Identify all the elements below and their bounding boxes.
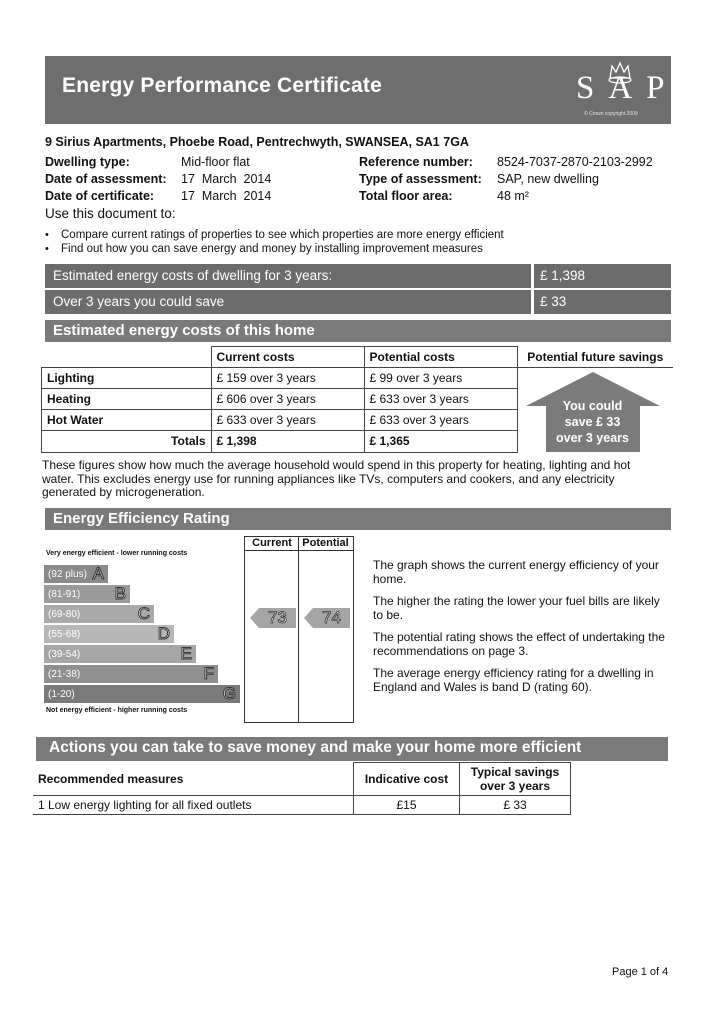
explanation-paragraph: The higher the rating the lower your fuel bills are likely to be. bbox=[373, 594, 660, 622]
table-cell: Heating bbox=[42, 389, 212, 410]
column-divider bbox=[298, 536, 299, 722]
table-header-row bbox=[42, 347, 674, 368]
efficiency-section-heading bbox=[45, 508, 671, 530]
savings-line: You could bbox=[562, 399, 623, 413]
rating-band-e bbox=[44, 645, 196, 663]
column-potential: Potential bbox=[302, 537, 349, 549]
detail-value: 17 March 2014 bbox=[181, 189, 272, 203]
potential-rating-value: 74 bbox=[322, 608, 341, 627]
band-letter: A bbox=[92, 564, 104, 583]
band-letter: B bbox=[114, 584, 126, 603]
page-title: Energy Performance Certificate bbox=[62, 74, 382, 97]
detail-row bbox=[359, 188, 669, 205]
table-header-row bbox=[33, 763, 571, 796]
detail-row bbox=[359, 154, 669, 171]
detail-value: SAP, new dwelling bbox=[497, 172, 599, 186]
table-header: Typical savings over 3 years bbox=[460, 763, 571, 796]
band-range: (69-80) bbox=[48, 609, 81, 620]
table-header: Potential future savings bbox=[517, 347, 673, 368]
table-cell: £ 633 over 3 years bbox=[364, 389, 517, 410]
current-rating-value: 73 bbox=[268, 608, 287, 627]
savings-cell bbox=[517, 368, 673, 453]
rating-band-a bbox=[44, 565, 108, 583]
table-header bbox=[42, 347, 212, 368]
actions-heading-text: Actions you can take to save money and make your home more efficient bbox=[49, 739, 582, 756]
table-cell: £15 bbox=[354, 795, 460, 814]
table-row bbox=[42, 368, 674, 389]
estimated-cost-label: Estimated energy costs of dwelling for 3 years: bbox=[53, 268, 333, 283]
savings-text bbox=[518, 398, 668, 446]
detail-label: Type of assessment: bbox=[359, 172, 482, 186]
rating-band-c bbox=[44, 605, 154, 623]
list-item: • Compare current ratings of properties to see which properties are more energy efficient bbox=[45, 228, 504, 242]
band-range: (39-54) bbox=[48, 649, 81, 660]
band-range: (92 plus) bbox=[48, 569, 87, 580]
detail-value: 8524-7037-2870-2103-2992 bbox=[497, 155, 653, 169]
property-address: 9 Sirius Apartments, Phoebe Road, Pentrechwyth, SWANSEA, SA1 7GA bbox=[45, 135, 469, 149]
band-range: (55-68) bbox=[48, 629, 81, 640]
detail-label: Total floor area: bbox=[359, 189, 453, 203]
estimated-cost-bar bbox=[45, 264, 531, 288]
band-letter: E bbox=[180, 644, 192, 663]
page-number: Page 1 of 4 bbox=[612, 966, 669, 978]
detail-value: Mid-floor flat bbox=[181, 155, 250, 169]
table-cell: £ 633 over 3 years bbox=[211, 410, 364, 431]
detail-label: Date of assessment: bbox=[45, 172, 167, 186]
detail-row bbox=[45, 188, 345, 205]
use-document-title: Use this document to: bbox=[45, 206, 176, 221]
band-letter: D bbox=[157, 624, 170, 643]
logo-copyright: © Crown copyright 2009 bbox=[584, 111, 638, 117]
save-value-box bbox=[534, 290, 671, 314]
table-cell: £ 1,398 bbox=[211, 431, 364, 452]
table-cell: £ 99 over 3 years bbox=[364, 368, 517, 389]
current-rating-arrow bbox=[250, 608, 296, 628]
detail-label: Date of certificate: bbox=[45, 189, 155, 203]
table-header: Potential costs bbox=[364, 347, 517, 368]
estimated-cost-value-box bbox=[534, 264, 671, 288]
detail-row bbox=[45, 171, 345, 188]
table-row bbox=[33, 795, 571, 814]
detail-value: 17 March 2014 bbox=[181, 172, 272, 186]
table-cell: £ 633 over 3 years bbox=[364, 410, 517, 431]
band-range: (21-38) bbox=[48, 669, 81, 680]
band-range: (81-91) bbox=[48, 589, 81, 600]
sap-logo bbox=[572, 58, 679, 122]
band-letter: G bbox=[222, 684, 236, 703]
table-cell: Lighting bbox=[42, 368, 212, 389]
table-cell: Totals bbox=[42, 431, 212, 452]
costs-note: These figures show how much the average household would spend in this property for heating, lighting and hot water. This excludes energy use for running appliances like TVs, computers and cookers, and any electricity generated by microgeneration. bbox=[42, 458, 631, 499]
table-header: Recommended measures bbox=[33, 763, 354, 796]
header-divider bbox=[244, 550, 353, 551]
actions-section-heading bbox=[36, 737, 668, 761]
rating-band-g bbox=[44, 685, 240, 703]
rating-band-d bbox=[44, 625, 174, 643]
detail-value: 48 m² bbox=[497, 189, 529, 203]
details-left bbox=[45, 154, 345, 205]
table-header: Current costs bbox=[211, 347, 364, 368]
actions-table bbox=[33, 762, 571, 815]
band-letter: C bbox=[137, 604, 150, 623]
save-value: £ 33 bbox=[540, 294, 567, 309]
use-document-list bbox=[45, 228, 504, 256]
band-range: (1-20) bbox=[48, 689, 75, 700]
savings-line: save £ 33 bbox=[564, 415, 621, 429]
band-letter: F bbox=[203, 664, 214, 683]
costs-heading-text: Estimated energy costs of this home bbox=[53, 322, 315, 339]
potential-rating-arrow bbox=[304, 608, 350, 628]
detail-label: Reference number: bbox=[359, 155, 473, 169]
detail-row bbox=[45, 154, 345, 171]
save-label: Over 3 years you could save bbox=[53, 294, 225, 309]
efficiency-explanation bbox=[373, 559, 671, 694]
costs-table bbox=[41, 346, 673, 453]
top-scale-label: Very energy efficient - lower running costs bbox=[46, 550, 188, 557]
save-bar bbox=[45, 290, 531, 314]
savings-line: over 3 years bbox=[556, 431, 629, 445]
rating-band-b bbox=[44, 585, 130, 603]
detail-row bbox=[359, 171, 669, 188]
table-cell: £ 33 bbox=[460, 795, 571, 814]
details-right bbox=[359, 154, 669, 205]
sap-logo-text: SAP bbox=[576, 70, 679, 106]
rating-band-f bbox=[44, 665, 218, 683]
estimated-cost-value: £ 1,398 bbox=[540, 268, 586, 283]
table-cell: £ 606 over 3 years bbox=[211, 389, 364, 410]
column-current: Current bbox=[252, 537, 292, 549]
efficiency-heading-text: Energy Efficiency Rating bbox=[53, 510, 230, 527]
rating-columns-frame bbox=[244, 536, 354, 723]
explanation-paragraph: The graph shows the current energy efficiency of your home. bbox=[373, 558, 659, 586]
explanation-paragraph: The potential rating shows the effect of undertaking the recommendations on page 3. bbox=[373, 630, 665, 658]
bottom-scale-label: Not energy efficient - higher running costs bbox=[46, 707, 188, 714]
detail-label: Dwelling type: bbox=[45, 155, 130, 169]
table-cell: 1 Low energy lighting for all fixed outlets bbox=[33, 795, 354, 814]
list-item: • Find out how you can save energy and money by installing improvement measures bbox=[45, 242, 504, 256]
table-cell: Hot Water bbox=[42, 410, 212, 431]
costs-section-heading bbox=[45, 320, 671, 342]
table-cell: £ 159 over 3 years bbox=[211, 368, 364, 389]
explanation-paragraph: The average energy efficiency rating for a dwelling in England and Wales is band D (rating 60). bbox=[373, 666, 654, 694]
table-header: Indicative cost bbox=[354, 763, 460, 796]
table-cell: £ 1,365 bbox=[364, 431, 517, 452]
